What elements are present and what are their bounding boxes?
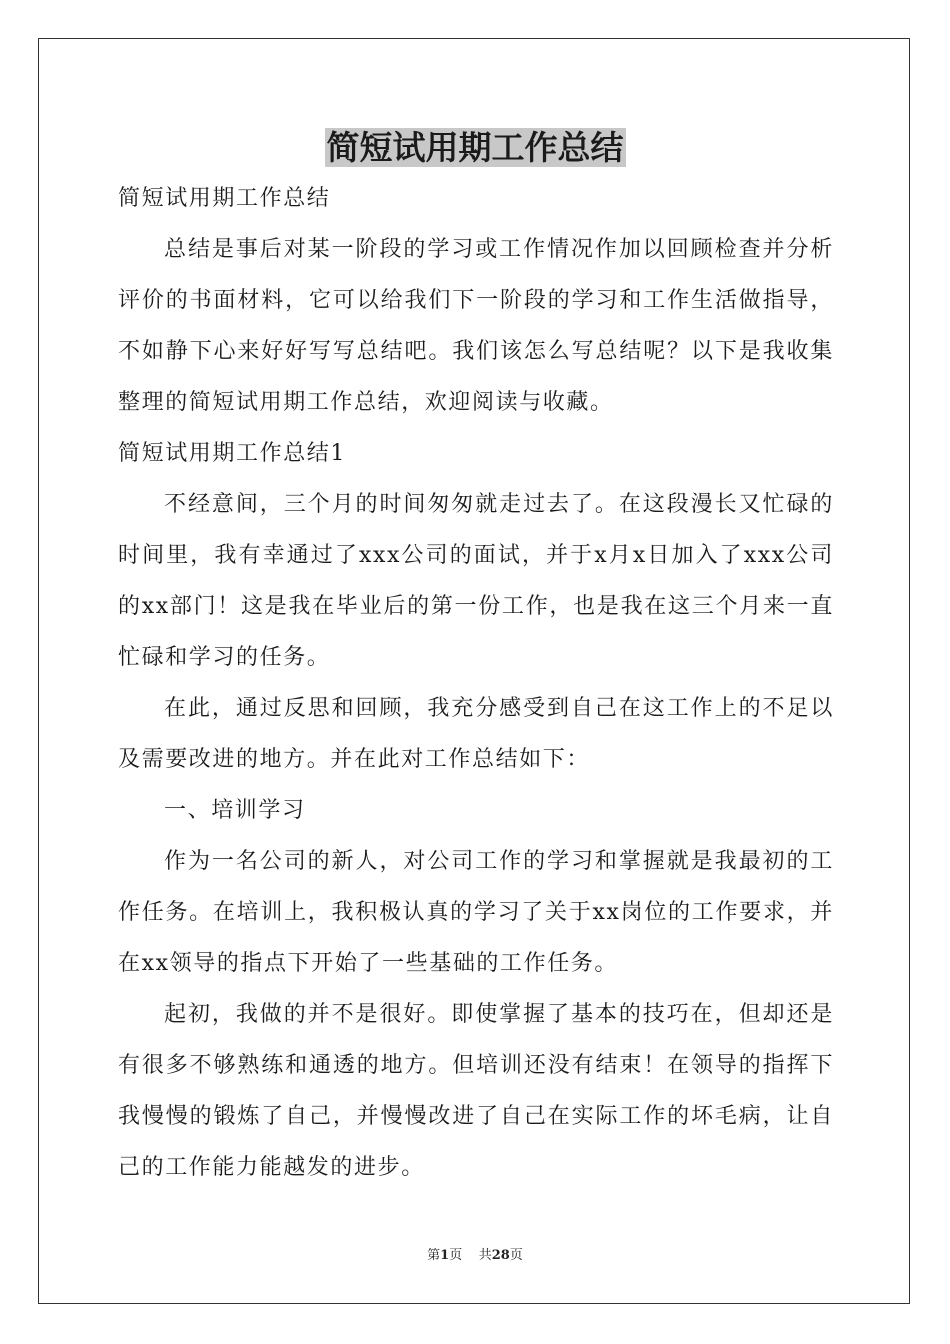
paragraph-intro: 总结是事后对某一阶段的学习或工作情况作加以回顾检查并分析评价的书面材料，它可以给我们下一阶段的学习和工作生活做指导，不如静下心来好好写写总结吧。我们该怎么写总结呢？以下是我收集整理的简短试用期工作总结，欢迎阅读与收藏。 bbox=[118, 237, 834, 415]
paragraph-subtitle: 简短试用期工作总结 bbox=[118, 186, 331, 211]
total-suffix: 页 bbox=[509, 1248, 523, 1263]
document-title-text: 简短试用期工作总结 bbox=[326, 128, 624, 167]
total-pages: 28 bbox=[491, 1248, 510, 1263]
document-body bbox=[118, 173, 834, 1193]
paragraph-body: 起初，我做的并不是很好。即使掌握了基本的技巧在，但却还是有很多不够熟练和通透的地方。但培训还没有结束！在领导的指挥下我慢慢的锻炼了自己，并慢慢改进了自己在实际工作的坏毛病，让自己的工作能力能越发的进步。 bbox=[118, 1002, 834, 1180]
page-number: 1 bbox=[440, 1248, 450, 1263]
document-title bbox=[0, 124, 950, 172]
paragraph-body: 在此，通过反思和回顾，我充分感受到自己在这工作上的不足以及需要改进的地方。并在此对工作总结如下： bbox=[118, 696, 834, 772]
paragraph-body: 作为一名公司的新人，对公司工作的学习和掌握就是我最初的工作任务。在培训上，我积极认真的学习了关于xx岗位的工作要求，并在xx领导的指点下开始了一些基础的工作任务。 bbox=[118, 849, 834, 976]
total-prefix: 共 bbox=[478, 1248, 492, 1263]
page-suffix: 页 bbox=[449, 1248, 463, 1263]
subsection-heading: 一、培训学习 bbox=[164, 798, 306, 823]
page-footer bbox=[0, 1244, 950, 1263]
section-heading-1: 简短试用期工作总结1 bbox=[118, 441, 346, 466]
page-prefix: 第 bbox=[427, 1248, 441, 1263]
paragraph-body: 不经意间，三个月的时间匆匆就走过去了。在这段漫长又忙碌的时间里，我有幸通过了xxx公司的面试，并于x月x日加入了xxx公司的xx部门！这是我在毕业后的第一份工作，也是我在这三个月来一直忙碌和学习的任务。 bbox=[118, 492, 834, 670]
